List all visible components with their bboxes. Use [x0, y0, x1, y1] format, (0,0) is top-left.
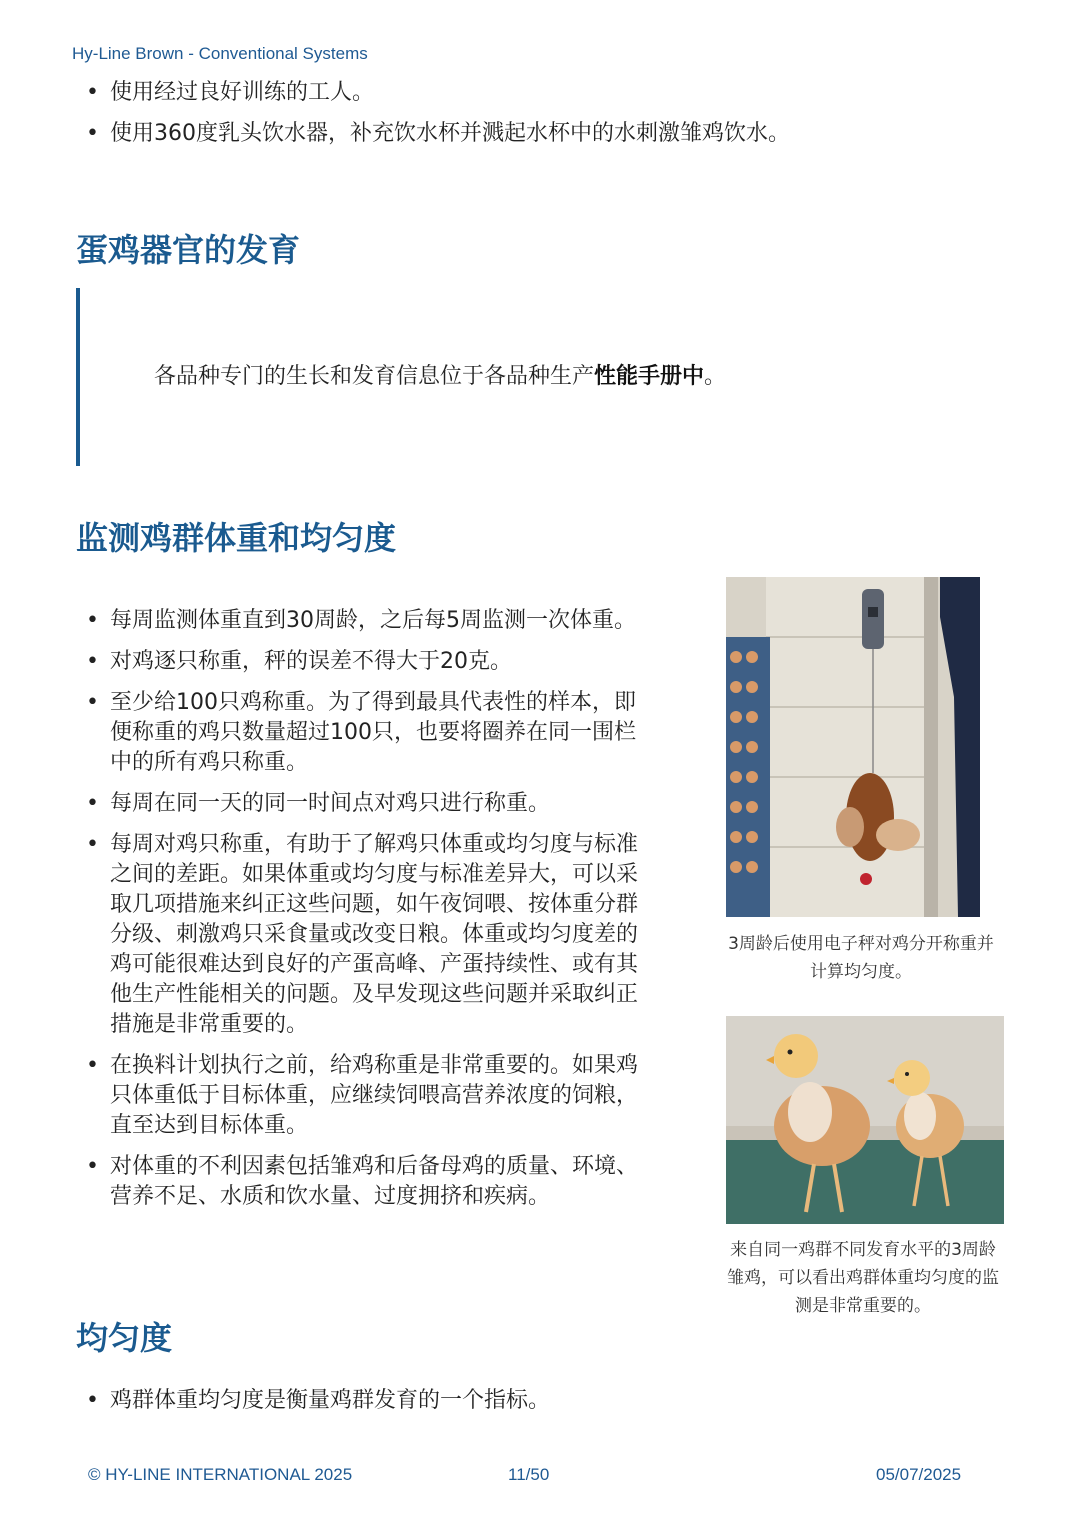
footer-page-number: 11/50 [508, 1465, 550, 1484]
callout-text-main: 各品种专门的生长和发育信息位于各品种生产 [154, 364, 595, 389]
weighing-photo-caption: 3周龄后使用电子秤对鸡分开称重并计算均匀度。 [728, 934, 994, 982]
list-item: • 鸡群体重均匀度是衡量鸡群发育的一个指标。 [80, 1386, 640, 1416]
chicks-photo [726, 1016, 1004, 1224]
callout-bold-link: 性能手册中 [594, 364, 705, 389]
chicks-photo-illustration [726, 1016, 1004, 1224]
weighing-photo [726, 577, 980, 917]
list-item: • 每周对鸡只称重，有助于了解鸡只体重或均匀度与标准之间的差距。如果体重或均匀度与标准差异大，可以采取几项措施来纠正这些问题，如午夜饲喂、按体重分群分级、刺激鸡只采食量或改变日粮。体重或均匀度差的鸡可能很难达到良好的产蛋高峰、产蛋持续性、或有其他生产性能相关的问题。及早发现这些问题并采取纠正措施是非常重要的。 [80, 830, 640, 1040]
list-item: • 在换料计划执行之前，给鸡称重是非常重要的。如果鸡只体重低于目标体重，应继续饲喂高营养浓度的饲粮，直至达到目标体重。 [80, 1051, 640, 1141]
intro-bullet-list [80, 78, 980, 160]
callout-text [154, 362, 726, 392]
section-title-uniformity: 均匀度 [76, 1319, 173, 1357]
list-item: • 使用经过良好训练的工人。 [80, 78, 980, 108]
list-item: • 每周在同一天的同一时间点对鸡只进行称重。 [80, 789, 640, 819]
list-item: • 使用360度乳头饮水器，补充饮水杯并溅起水杯中的水刺激雏鸡饮水。 [80, 119, 980, 149]
list-item: • 对鸡逐只称重，秤的误差不得大于20克。 [80, 647, 640, 677]
monitoring-bullet-list [80, 606, 640, 1223]
section-title-organ-development: 蛋鸡器官的发育 [76, 231, 301, 269]
uniformity-bullet-list [80, 1386, 640, 1427]
weighing-photo-illustration [726, 577, 980, 917]
footer-date: 05/07/2025 [876, 1465, 962, 1484]
section-title-monitoring: 监测鸡群体重和均匀度 [76, 519, 397, 557]
list-item: • 对体重的不利因素包括雏鸡和后备母鸡的质量、环境、营养不足、水质和饮水量、过度拥挤和疾病。 [80, 1152, 640, 1212]
footer-copyright: © HY-LINE INTERNATIONAL 2025 [88, 1465, 353, 1484]
running-header: Hy-Line Brown - Conventional Systems [72, 44, 368, 63]
list-item: • 至少给100只鸡称重。为了得到最具代表性的样本，即便称重的鸡只数量超过100只，也要将圈养在同一围栏中的所有鸡只称重。 [80, 688, 640, 778]
list-item: • 每周监测体重直到30周龄，之后每5周监测一次体重。 [80, 606, 640, 636]
callout-text-end: 。 [704, 364, 727, 389]
chicks-photo-caption: 来自同一鸡群不同发育水平的3周龄雏鸡，可以看出鸡群体重均匀度的监测是非常重要的。 [727, 1240, 999, 1316]
callout-box [76, 288, 980, 466]
